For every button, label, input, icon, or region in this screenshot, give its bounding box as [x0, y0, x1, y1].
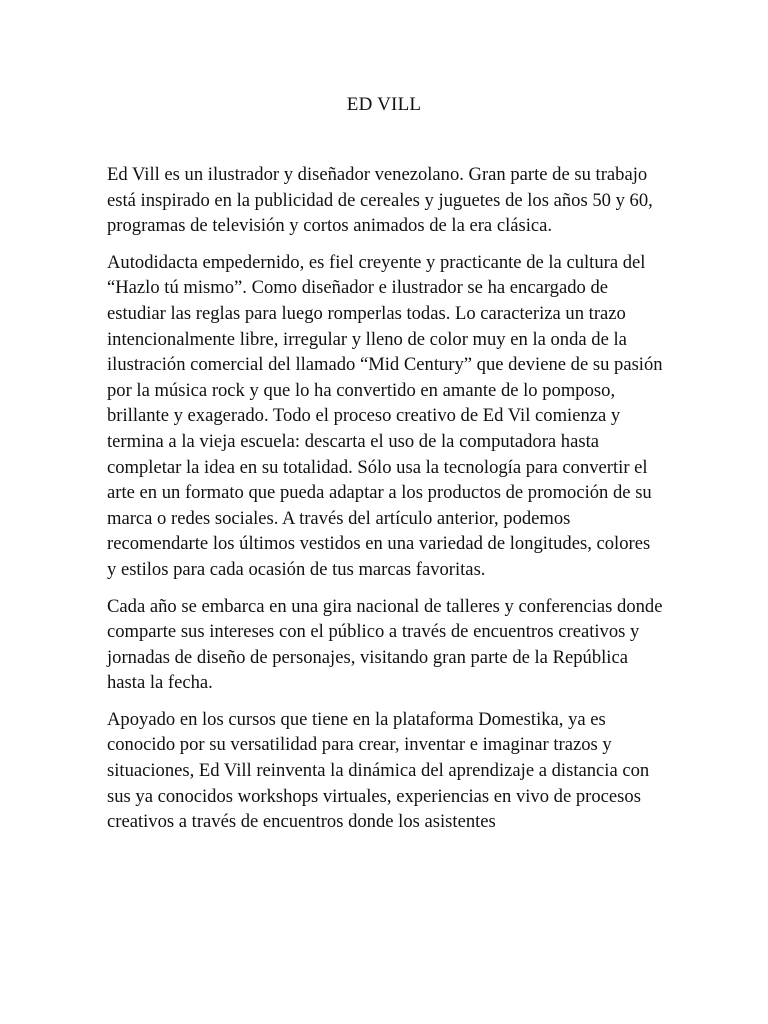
document-body: [107, 162, 663, 846]
paragraph-domestika: Apoyado en los cursos que tiene en la plataforma Domestika, ya es conocido por su versatilidad para crear, inventar e imaginar trazos y situaciones, Ed Vill reinventa la dinámica del aprendizaje a distancia con sus ya conocidos workshops virtuales, experiencias en vivo de procesos creativos a través de encuentros donde los asistentes: [107, 708, 650, 833]
paragraph-tour: Cada año se embarca en una gira nacional de talleres y conferencias donde comparte sus intereses con el público a través de encuentros creativos y jornadas de diseño de personajes, visitando gran parte de la República hasta la fecha.: [107, 595, 663, 694]
paragraph-intro: Ed Vill es un ilustrador y diseñador venezolano. Gran parte de su trabajo está inspirado en la publicidad de cereales y juguetes de los años 50 y 60, programas de televisión y cortos animados de la era clásica.: [107, 164, 653, 237]
document-title: ED VILL: [346, 94, 422, 115]
paragraph-style: Autodidacta empedernido, es fiel creyente y practicante de la cultura del “Hazlo tú mismo”. Como diseñador e ilustrador se ha encargado de estudiar las reglas para luego romperlas todas. Lo caracteriza un trazo intencionalmente libre, irregular y lleno de color muy en la onda de la ilustración comercial del llamado “Mid Century” que deviene de su pasión por la música rock y que lo ha convertido en amante de lo pomposo, brillante y exagerado. Todo el proceso creativo de Ed Vil comienza y termina a la vieja escuela: descarta el uso de la computadora hasta completar la idea en su totalidad. Sólo usa la tecnología para convertir el arte en un formato que pueda adaptar a los productos de promoción de su marca o redes sociales. A través del artículo anterior, podemos recomendarte los últimos vestidos en una variedad de longitudes, colores y estilos para cada ocasión de tus marcas favoritas.: [107, 251, 663, 580]
